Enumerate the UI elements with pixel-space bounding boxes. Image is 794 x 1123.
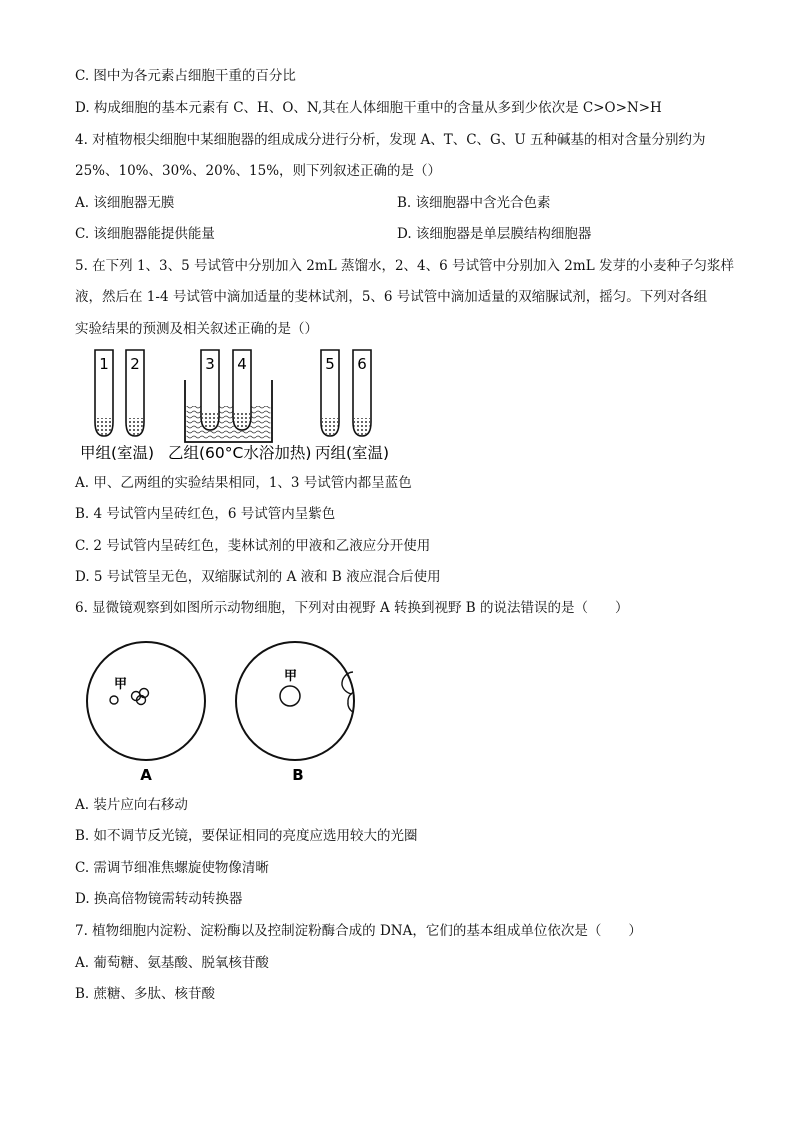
tube-2-label: 2 — [130, 355, 140, 373]
q7-option-a: A. 葡萄糖、氨基酸、脱氧核苷酸 — [75, 955, 269, 971]
q4-stem-line2: 25%、10%、30%、20%、15%，则下列叙述正确的是（） — [75, 163, 442, 179]
q6-option-d: D. 换高倍物镜需转动转换器 — [75, 891, 243, 907]
q4-stem-line1: 4. 对植物根尖细胞中某细胞器的组成成分进行分析，发现 A、T、C、G、U 五种碱基的相对含量分别约为 — [75, 132, 706, 148]
q6-option-a: A. 装片应向右移动 — [75, 797, 188, 813]
tube-6-label: 6 — [357, 355, 367, 373]
q5-option-d: D. 5 号试管呈无色，双缩脲试剂的 A 液和 B 液应混合后使用 — [75, 569, 441, 585]
microscope-fields-figure — [72, 630, 372, 785]
tube-3-label: 3 — [205, 355, 215, 373]
field-b-circle — [236, 642, 354, 760]
q4-option-a: A. 该细胞器无膜 — [75, 195, 175, 211]
q5-option-a: A. 甲、乙两组的实验结果相同，1、3 号试管内都呈蓝色 — [75, 475, 412, 491]
q6-option-c: C. 需调节细准焦螺旋使物像清晰 — [75, 860, 269, 876]
field-a-cell-label: 甲 — [114, 677, 128, 692]
field-b-label: B — [292, 766, 304, 784]
field-b-cell-label: 甲 — [284, 669, 298, 684]
q3-option-d: D. 构成细胞的基本元素有 C、H、O、N,其在人体细胞干重中的含量从多到少依次是 C>O>N>H — [75, 100, 662, 116]
q5-stem-line2: 液，然后在 1-4 号试管中滴加适量的斐林试剂，5、6 号试管中滴加适量的双缩脲试剂，摇匀。下列对各组 — [75, 289, 708, 305]
q7-option-b: B. 蔗糖、多肽、核苷酸 — [75, 986, 216, 1002]
q4-option-d: D. 该细胞器是单层膜结构细胞器 — [397, 226, 592, 242]
q4-option-b: B. 该细胞器中含光合色素 — [397, 195, 551, 211]
q5-option-c: C. 2 号试管内呈砖红色，斐林试剂的甲液和乙液应分开使用 — [75, 538, 431, 554]
q5-stem-line1: 5. 在下列 1、3、5 号试管中分别加入 2mL 蒸馏水，2、4、6 号试管中分别加入 2mL 发芽的小麦种子匀浆样 — [75, 258, 734, 274]
q4-option-c: C. 该细胞器能提供能量 — [75, 226, 215, 242]
q7-stem: 7. 植物细胞内淀粉、淀粉酶以及控制淀粉酶合成的 DNA，它们的基本组成单位依次是（ ） — [75, 923, 642, 939]
group-a-label: 甲组(室温) — [80, 444, 155, 462]
q6-stem: 6. 显微镜观察到如图所示动物细胞，下列对由视野 A 转换到视野 B 的说法错误的是（ ） — [75, 600, 629, 616]
test-tube-figure — [80, 344, 400, 462]
q5-stem-line3: 实验结果的预测及相关叙述正确的是（） — [75, 321, 318, 337]
tube-5-label: 5 — [325, 355, 335, 373]
tube-4-label: 4 — [237, 355, 247, 373]
field-a-label: A — [140, 766, 152, 784]
q6-option-b: B. 如不调节反光镜，要保证相同的亮度应选用较大的光圈 — [75, 828, 418, 844]
group-c-label: 丙组(室温) — [315, 444, 390, 462]
q5-option-b: B. 4 号试管内呈砖红色，6 号试管内呈紫色 — [75, 506, 336, 522]
group-b-label: 乙组(60°C水浴加热) — [168, 444, 312, 462]
tube-1-label: 1 — [99, 355, 109, 373]
q3-option-c: C. 图中为各元素占细胞干重的百分比 — [75, 68, 296, 84]
water-bath-beaker — [185, 380, 272, 442]
